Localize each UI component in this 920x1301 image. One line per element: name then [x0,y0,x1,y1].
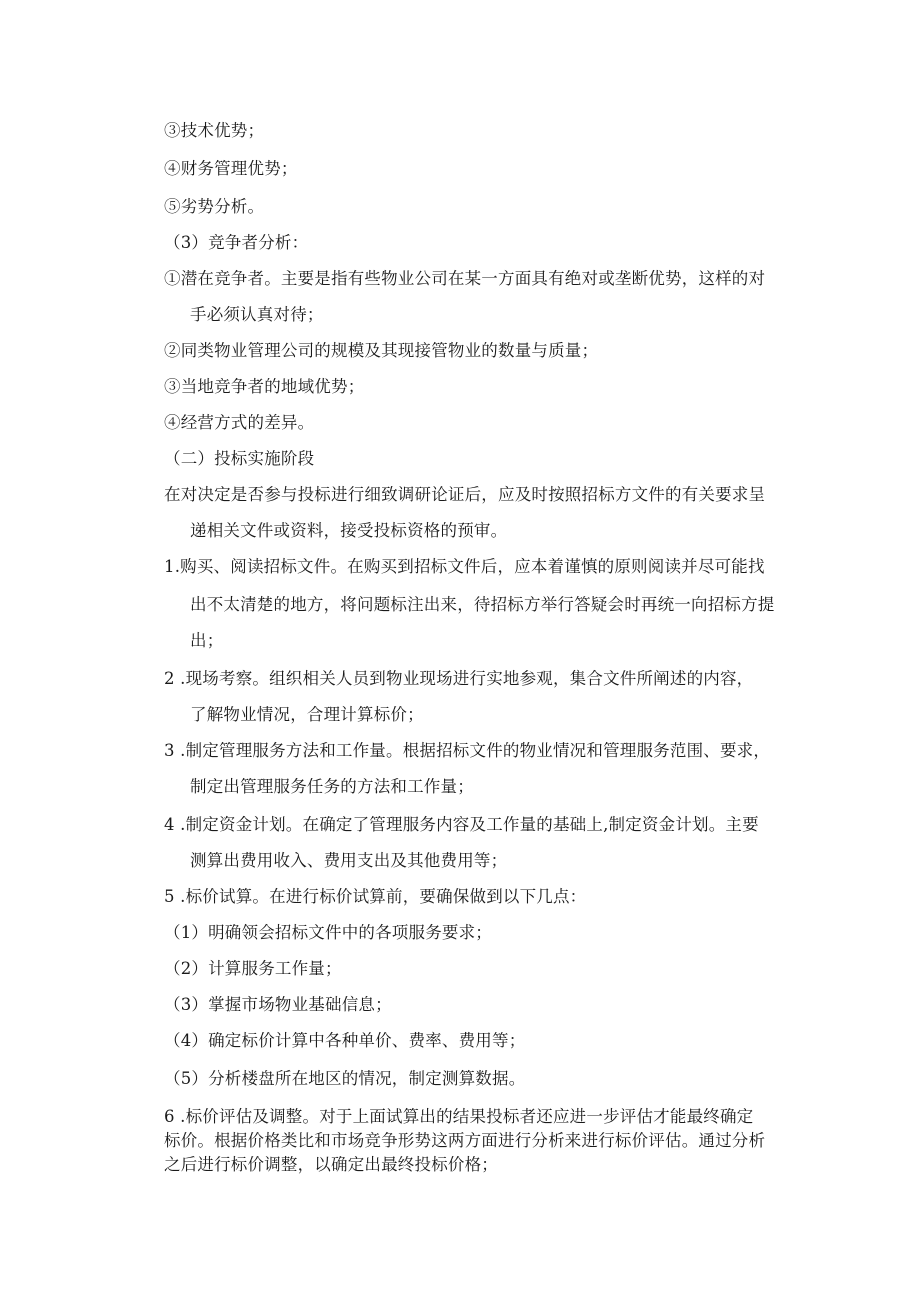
step-6-cont2: 之后进行标价调整，以确定出最终投标价格； [164,1155,498,1174]
step-4: 4 .制定资金计划。在确定了管理服务内容及工作量的基础上,制定资金计划。主要 [164,815,759,834]
step-4-cont: 测算出费用收入、费用支出及其他费用等； [190,851,508,870]
heading-bidding-stage: （二）投标实施阶段 [164,449,315,468]
item-local-advantage: ③当地竞争者的地域优势； [164,377,365,396]
item-finance-advantage: ④财务管理优势； [164,159,298,178]
step-5-item-3: （3）掌握市场物业基础信息； [164,995,392,1014]
step-6: 6 .标价评估及调整。对于上面试算出的结果投标者还应进一步评估才能最终确定 [164,1107,754,1126]
step-6-cont: 标价。根据价格类比和市场竞争形势这两方面进行分析来进行标价评估。通过分析 [164,1131,766,1150]
paragraph-intro-cont: 递相关文件或资料，接受投标资格的预审。 [190,521,508,540]
item-potential-competitor-cont: 手必须认真对待； [190,305,324,324]
step-1: 1.购买、阅读招标文件。在购买到招标文件后，应本着谨慎的原则阅读并尽可能找 [164,557,765,576]
step-5-item-1: （1）明确领会招标文件中的各项服务要求； [164,923,492,942]
step-5-item-4: （4）确定标价计算中各种单价、费率、费用等； [164,1031,526,1050]
item-operation-difference: ④经营方式的差异。 [164,413,315,432]
step-5-item-2: （2）计算服务工作量； [164,959,342,978]
step-3: 3 .制定管理服务方法和工作量。根据招标文件的物业情况和管理服务范围、要求， [164,741,771,760]
step-5-item-5: （5）分析楼盘所在地区的情况，制定测算数据。 [164,1069,526,1088]
paragraph-intro: 在对决定是否参与投标进行细致调研论证后，应及时按照招标方文件的有关要求呈 [164,485,766,504]
heading-competitor-analysis: （3）竞争者分析： [164,233,309,252]
item-technical-advantage: ③技术优势； [164,121,265,140]
item-weakness-analysis: ⑤劣势分析。 [164,197,265,216]
step-2: 2 .现场考察。组织相关人员到物业现场进行实地参观，集合文件所阐述的内容， [164,669,754,688]
item-same-type-companies: ②同类物业管理公司的规模及其现接管物业的数量与质量； [164,341,599,360]
step-2-cont: 了解物业情况，合理计算标价； [190,705,424,724]
item-potential-competitor: ①潜在竞争者。主要是指有些物业公司在某一方面具有绝对或垄断优势，这样的对 [164,269,766,288]
step-1-cont: 出不太清楚的地方，将问题标注出来，待招标方举行答疑会时再统一向招标方提 [190,595,775,614]
step-5: 5 .标价试算。在进行标价试算前，要确保做到以下几点： [164,887,587,906]
step-3-cont: 制定出管理服务任务的方法和工作量； [190,777,474,796]
step-1-cont2: 出； [190,631,224,650]
